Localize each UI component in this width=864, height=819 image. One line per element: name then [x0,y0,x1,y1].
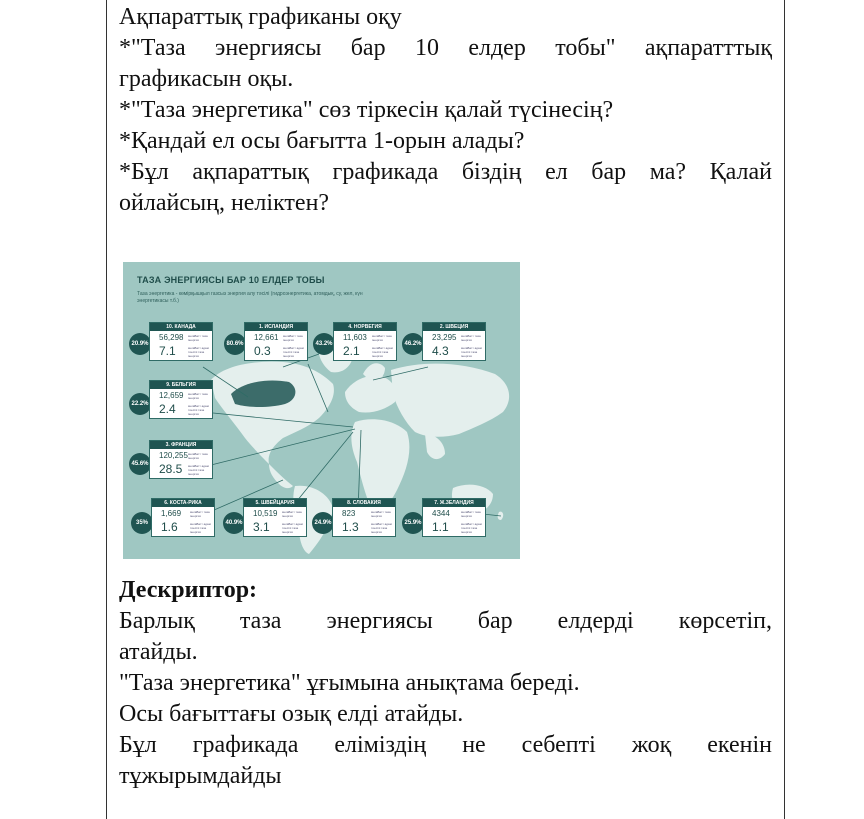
infographic-subtitle: Таза энергетика - көмірқышқыл газсыз энергия алу тәсілі (гидроэнергетика, атомдық, су, жел, күн энергетикасы т.б.) [137,291,363,304]
descriptor-item-1-cont: атайды. [119,639,198,665]
country-card [333,322,397,361]
energy-value: 120,255 [159,451,188,460]
country-name: 7. Ж.ЗЕЛАНДИЯ [423,499,485,507]
task-item-4-cont: ойлайсың, неліктен? [119,190,330,216]
task-text [119,2,772,219]
per-capita-value: 1.1 [432,520,449,534]
per-capita-value: 1.3 [342,520,359,534]
country-card [422,498,486,537]
country-name: 2. ШВЕЦИЯ [423,323,485,331]
descriptor-text [119,575,772,792]
unit-label: мегаВатт адам тиесілі таза энергия [188,464,209,476]
descriptor-item-4: Бұл графикада еліміздің не себепті жоқ екенін [119,732,772,758]
unit-label: мегаВатт таза энергия [461,510,481,518]
country-card [332,498,396,537]
energy-value: 1,669 [161,509,182,518]
country-card [149,440,213,479]
country-name: 1. ИСЛАНДИЯ [245,323,307,331]
energy-value: 11,603 [343,333,367,342]
per-capita-value: 7.1 [159,344,176,358]
country-card [149,380,213,419]
country-name: 5. ШВЕЙЦАРИЯ [244,499,306,507]
unit-label: мегаВатт таза энергия [190,510,210,518]
energy-value: 23,295 [432,333,457,342]
per-capita-value: 2.4 [159,402,176,416]
unit-label: мегаВатт адам тиесілі таза энергия [282,522,303,534]
pct-badge: 35% [131,512,153,534]
descriptor-item-4-cont: тұжырымдайды [119,763,282,789]
country-name: 4. НОРВЕГИЯ [334,323,396,331]
country-card [151,498,215,537]
country-name: 8. СЛОВАКИЯ [333,499,395,507]
descriptor-item-2: "Таза энергетика" ұғымына анықтама береді. [119,670,580,696]
unit-label: мегаВатт таза энергия [372,334,392,342]
energy-value: 12,661 [254,333,279,342]
country-name: 9. БЕЛЬГИЯ [150,381,212,389]
unit-label: мегаВатт таза энергия [371,510,391,518]
task-title: Ақпараттық графиканы оқу [119,4,402,30]
pct-badge: 24.9% [312,512,334,534]
pct-badge: 40.9% [223,512,245,534]
per-capita-value: 3.1 [253,520,270,534]
unit-label: мегаВатт адам тиесілі таза энергия [188,404,209,416]
unit-label: мегаВатт таза энергия [283,334,303,342]
per-capita-value: 2.1 [343,344,360,358]
unit-label: мегаВатт таза энергия [282,510,302,518]
descriptor-item-1: Барлық таза энергиясы бар елдерді көрсетіп, [119,608,772,634]
infographic-title: ТАЗА ЭНЕРГИЯСЫ БАР 10 ЕЛДЕР ТОБЫ [137,275,325,285]
task-item-4: *Бұл ақпараттық графикада біздің ел бар ма? Қалай [119,159,772,185]
unit-label: мегаВатт адам тиесілі таза энергия [188,346,209,358]
frame-right-border [784,0,785,819]
pct-badge: 46.2% [402,333,424,355]
country-card [244,322,308,361]
frame-left-border [106,0,107,819]
unit-label: мегаВатт таза энергия [188,334,208,342]
per-capita-value: 28.5 [159,462,183,476]
task-item-1-cont: графикасын оқы. [119,66,294,92]
energy-value: 10,519 [253,509,278,518]
unit-label: мегаВатт адам тиесілі таза энергия [461,346,482,358]
pct-badge: 43.2% [313,333,335,355]
task-item-3: *Қандай ел осы бағытта 1-орын алады? [119,128,525,154]
task-item-2: *"Таза энергетика" сөз тіркесін қалай түсінесің? [119,97,614,123]
unit-label: мегаВатт адам тиесілі таза энергия [283,346,304,358]
task-item-1: *"Таза энергиясы бар 10 елдер тобы" ақпаратттық [119,35,772,61]
unit-label: мегаВатт таза энергия [188,392,208,400]
country-name: 10. КАНАДА [150,323,212,331]
descriptor-item-3: Осы бағыттағы озық елді атайды. [119,701,464,727]
country-card [422,322,486,361]
pct-badge: 45.6% [129,453,151,475]
country-name: 3. ФРАНЦИЯ [150,441,212,449]
infographic-image [123,262,520,559]
pct-badge: 22.2% [129,393,151,415]
country-name: 6. КОСТА-РИКА [152,499,214,507]
per-capita-value: 0.3 [254,344,271,358]
unit-label: мегаВатт адам тиесілі таза энергия [372,346,393,358]
energy-value: 12,659 [159,391,184,400]
country-card [149,322,213,361]
country-card [243,498,307,537]
descriptor-heading: Дескриптор: [119,577,258,603]
pct-badge: 25.9% [402,512,424,534]
energy-value: 823 [342,509,356,518]
unit-label: мегаВатт адам тиесілі таза энергия [461,522,482,534]
pct-badge: 20.9% [129,333,151,355]
per-capita-value: 4.3 [432,344,449,358]
energy-value: 4344 [432,509,450,518]
unit-label: мегаВатт адам тиесілі таза энергия [190,522,211,534]
energy-value: 56,298 [159,333,184,342]
unit-label: мегаВатт таза энергия [461,334,481,342]
per-capita-value: 1.6 [161,520,178,534]
pct-badge: 80.6% [224,333,246,355]
unit-label: мегаВатт адам тиесілі таза энергия [371,522,392,534]
unit-label: мегаВатт таза энергия [188,452,208,460]
